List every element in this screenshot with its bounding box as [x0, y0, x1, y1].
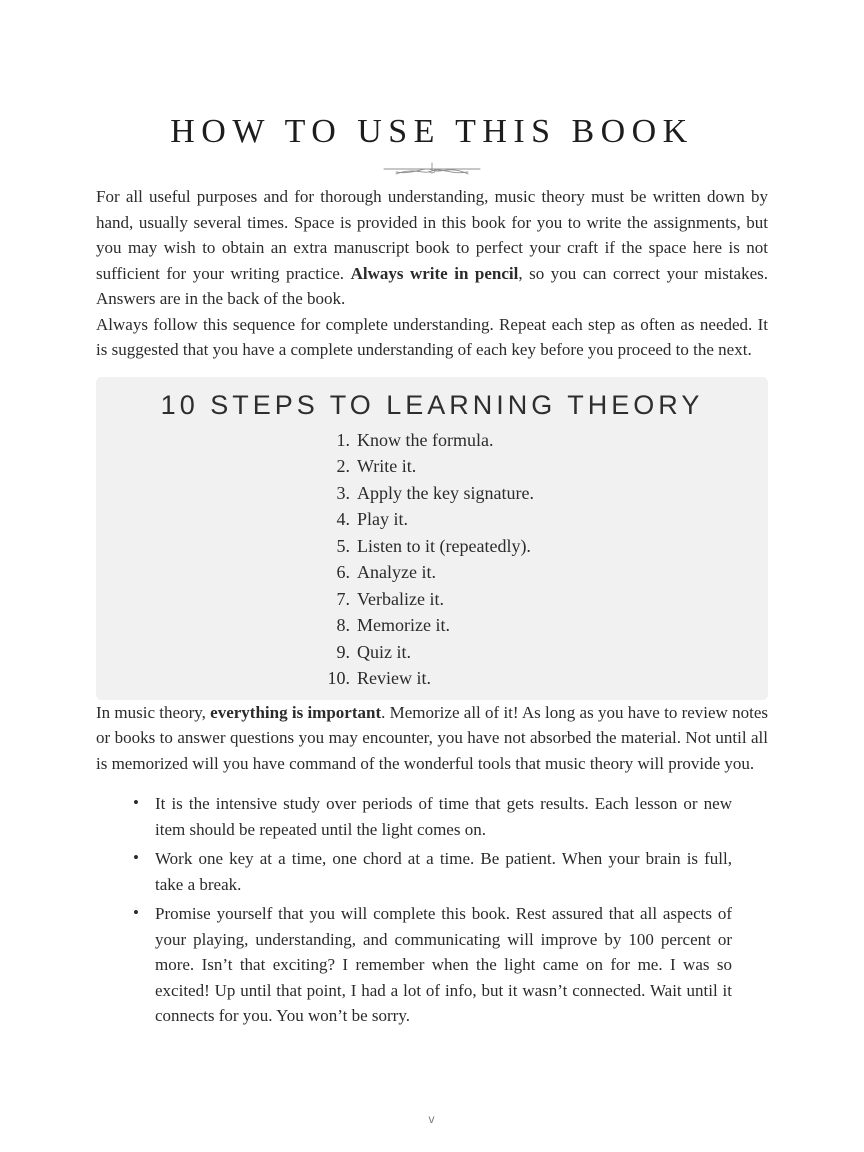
steps-box: [96, 377, 768, 700]
ornament-flourish-icon: [96, 160, 768, 184]
step-text: Know the formula.: [357, 429, 494, 450]
step-number: 2.: [336, 456, 350, 476]
tip-item: [133, 901, 732, 1029]
intro-text-before: For all useful purposes and for thorough understanding, music theory must be written down by hand, usually several times. Space is provided in this book for you to write the assignments, but you may wish to obtain an extra manuscript book to perfect your craft if the space here is not sufficient for your writing practice.: [96, 187, 768, 283]
step-text: Quiz it.: [357, 641, 411, 662]
step-text: Verbalize it.: [357, 588, 444, 609]
memorize-paragraph: [96, 700, 768, 777]
step-item: [320, 506, 768, 533]
bullet-icon: •: [133, 848, 139, 867]
tip-text: Promise yourself that you will complete this book. Rest assured that all aspects of your playing, understanding, and communicating will improve by 100 percent or more. Isn’t that exciting? I remember when the light came on for me. I was so excited! Up until that point, I had a lot of info, but it wasn’t connected. Wait until it connects for you. You won’t be sorry.: [155, 904, 732, 1025]
step-number: 5.: [336, 535, 350, 556]
memorize-bold-text: everything is important: [210, 702, 382, 722]
intro-paragraph: [96, 184, 768, 312]
step-number: 9.: [336, 641, 350, 662]
step-number: 6.: [336, 562, 350, 582]
page-title: HOW TO USE THIS BOOK: [170, 113, 694, 150]
intro-bold-text: Always write in pencil: [350, 263, 519, 283]
step-text: Review it.: [357, 668, 431, 688]
sequence-paragraph: Always follow this sequence for complete understanding. Repeat each step as often as needed. It is suggested that you have a complete understanding of each key before you proceed to the next.: [96, 314, 768, 359]
step-number: 3.: [336, 482, 350, 503]
step-item: [320, 453, 768, 480]
step-text: Apply the key signature.: [357, 482, 534, 503]
step-text: Write it.: [357, 456, 417, 476]
tip-item: [133, 791, 732, 842]
step-text: Listen to it (repeatedly).: [357, 535, 531, 556]
memorize-text-before: In music theory,: [96, 702, 211, 722]
bullet-icon: •: [133, 903, 139, 922]
tips-list: [133, 791, 732, 1029]
step-number: 1.: [336, 429, 350, 450]
step-item: [320, 586, 768, 613]
step-text: Analyze it.: [357, 562, 436, 582]
step-number: 7.: [336, 588, 350, 609]
tip-text: It is the intensive study over periods of time that gets results. Each lesson or new item should be repeated until the light comes on.: [155, 794, 732, 839]
step-number: 10.: [327, 668, 350, 688]
step-item: [320, 639, 768, 666]
step-item: [320, 427, 768, 454]
step-item: [320, 612, 768, 639]
step-item: [320, 533, 768, 560]
step-number: 8.: [336, 615, 350, 635]
step-text: Memorize it.: [357, 615, 450, 635]
memorize-text-after: . Memorize all of it! As long as you have to review notes or books to answer questions you may encounter, you have not absorbed the material. Not until all is memorized will you have command of the wonderful tools that music theory will provide you.: [96, 702, 768, 773]
step-number: 4.: [336, 509, 350, 529]
steps-list: [320, 427, 768, 692]
step-text: Play it.: [357, 509, 409, 529]
step-item: [320, 480, 768, 507]
step-item: [320, 665, 768, 692]
bullet-icon: •: [133, 793, 139, 812]
intro-text-after: , so you can correct your mistakes. Answers are in the back of the book.: [96, 263, 768, 308]
step-item: [320, 559, 768, 586]
tip-item: [133, 846, 732, 897]
steps-heading: 10 STEPS TO LEARNING THEORY: [160, 389, 704, 420]
tip-text: Work one key at a time, one chord at a time. Be patient. When your brain is full, take a break.: [155, 849, 732, 894]
page-number: v: [428, 1112, 436, 1126]
